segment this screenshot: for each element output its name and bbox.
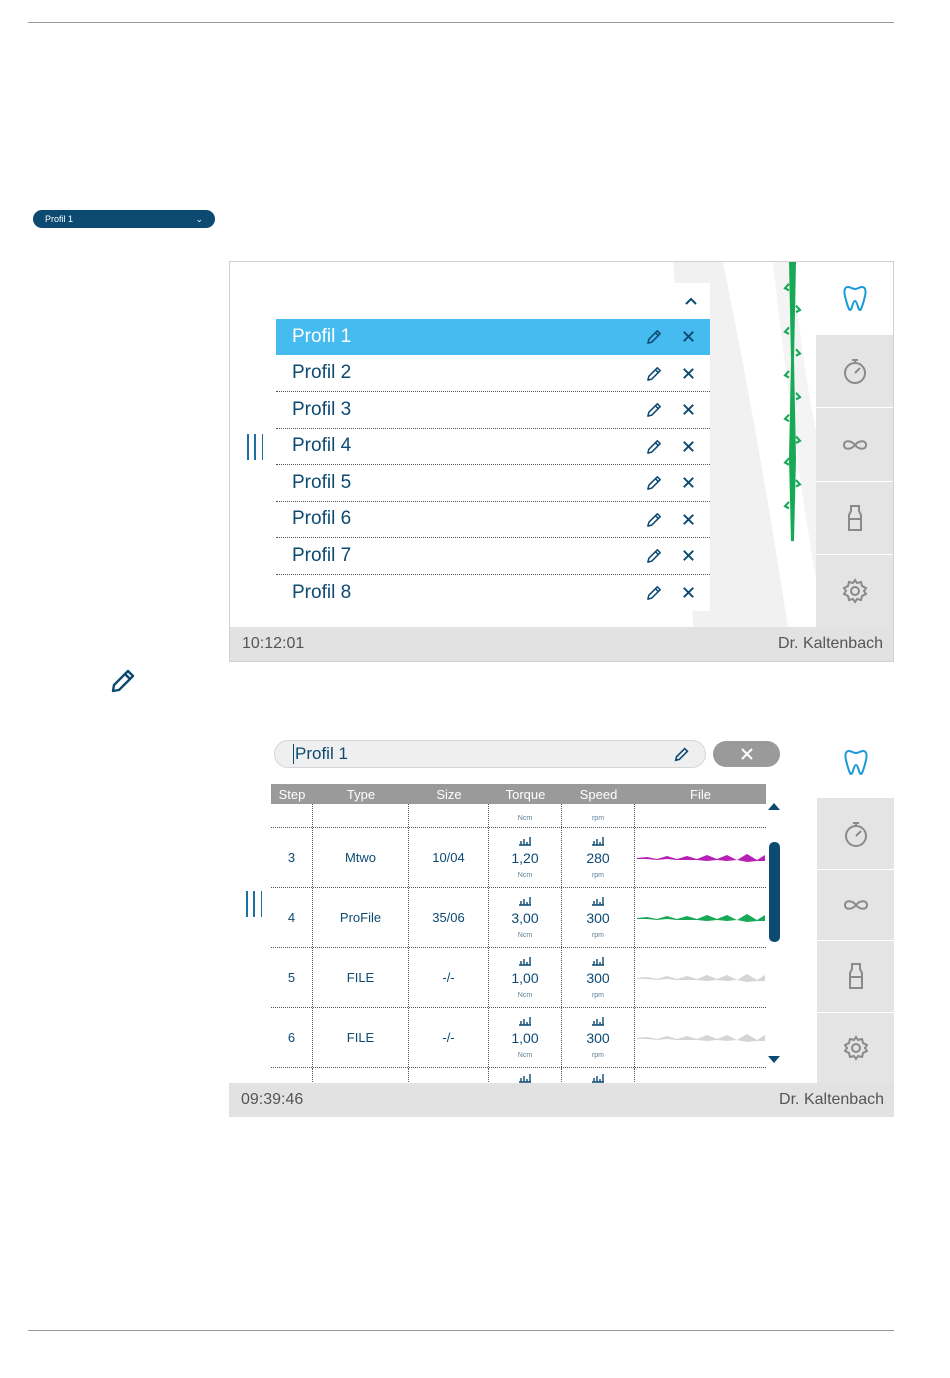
speed-value: 280 [586,850,610,866]
scroll-up-icon[interactable] [768,803,780,810]
torque-cell [489,948,562,1007]
profile-list-item[interactable] [276,575,710,612]
profile-list-item-label: Profil 8 [292,581,352,603]
sidebar-spray-button[interactable] [817,941,894,1012]
stopwatch-icon [841,819,871,849]
col-speed: Speed [579,786,618,802]
drag-handle-icon[interactable] [247,434,263,460]
sidebar-timer-button[interactable] [817,798,894,869]
close-icon [680,474,697,491]
chart-mini-icon [518,896,532,906]
sidebar-loop-button[interactable] [816,408,893,481]
profile-list-item[interactable] [276,538,710,575]
edit-button[interactable] [644,327,664,347]
delete-button[interactable] [678,583,698,603]
profile-list [276,283,710,611]
profile-edit-screen [229,727,894,1117]
profile-name-value: Profil 1 [293,744,673,764]
profile-list-item-label: Profil 2 [292,362,352,384]
chart-mini-icon [518,836,532,846]
delete-button[interactable] [678,400,698,420]
speed-unit: rpm [591,932,605,939]
speed-unit: rpm [591,872,605,879]
torque-unit: Ncm [517,815,533,822]
status-bar [230,627,893,661]
torque-unit: Ncm [517,1052,533,1059]
step-cell: 6 [271,1008,313,1067]
status-time: 10:12:01 [242,635,305,652]
drag-handle-icon[interactable] [246,891,262,917]
table-row[interactable] [271,828,766,888]
close-icon [680,328,697,345]
table-row[interactable] [271,1008,766,1068]
profile-name-input[interactable] [274,740,706,768]
file-instrument-shape [637,971,765,985]
sidebar [816,262,893,628]
scroll-down-icon[interactable] [768,1056,780,1063]
status-bar [229,1083,894,1117]
torque-unit: Ncm [517,872,533,879]
speed-value: 300 [586,910,610,926]
sidebar-spray-button[interactable] [816,482,893,555]
stopwatch-icon [840,356,870,386]
step-cell: 5 [271,948,313,1007]
profile-list-item[interactable] [276,319,710,356]
close-icon [680,584,697,601]
table-row[interactable] [271,948,766,1008]
type-cell: Mtwo [313,828,409,887]
delete-button[interactable] [678,363,698,383]
col-type: Type [346,786,376,802]
delete-button[interactable] [678,436,698,456]
speed-unit: rpm [591,815,605,822]
file-instrument-shape [637,851,765,865]
col-step: Step [278,786,306,802]
edit-button[interactable] [644,546,664,566]
type-cell: FILE [313,1008,409,1067]
speed-unit: rpm [591,1052,605,1059]
profile-list-item-label: Profil 5 [292,471,352,493]
delete-button[interactable] [678,327,698,347]
bottom-rule [28,1330,894,1331]
profile-selection-screen [229,261,894,662]
pencil-icon [108,666,138,696]
profile-dropdown-label: Profil 1 [45,214,74,224]
steps-table [271,784,766,1084]
status-time: 09:39:46 [241,1091,304,1108]
status-user: Dr. Kaltenbach [779,1091,884,1108]
tooth-icon [840,283,870,313]
delete-button[interactable] [678,473,698,493]
file-instrument-shape [637,1031,765,1045]
torque-value: 1,00 [511,1030,539,1046]
step-cell: 4 [271,888,313,947]
scrollbar[interactable] [766,803,784,1063]
pencil-icon [646,328,663,345]
sidebar-settings-button[interactable] [816,555,893,628]
chart-mini-icon [518,956,532,966]
speed-unit: rpm [591,992,605,999]
pencil-icon [646,401,663,418]
file-cell [635,1008,766,1067]
edit-button[interactable] [644,509,664,529]
torque-cell [489,888,562,947]
col-file: File [690,786,711,802]
profile-list-item[interactable] [276,356,710,393]
file-cell [635,828,766,887]
sidebar-loop-button[interactable] [817,870,894,941]
file-cell [635,888,766,947]
size-cell: -/- [409,1008,489,1067]
type-cell: ProFile [313,888,409,947]
status-user: Dr. Kaltenbach [778,635,883,652]
profile-list-item-label: Profil 3 [292,398,352,420]
pencil-icon[interactable] [673,745,691,763]
torque-value: 3,00 [511,910,539,926]
file-instrument-shape [637,911,765,925]
profile-list-item-label: Profil 4 [292,435,352,457]
loop-icon [841,890,871,920]
chart-mini-icon [518,1016,532,1026]
chart-mini-icon [591,1073,605,1083]
close-icon [680,365,697,382]
pencil-icon [646,474,663,491]
delete-button[interactable] [678,509,698,529]
profile-list-item[interactable] [276,429,710,466]
close-icon [680,547,697,564]
col-torque: Torque [505,786,546,802]
size-cell: -/- [409,948,489,1007]
torque-value: 1,20 [511,850,539,866]
table-row-partial [271,1068,766,1084]
sidebar-timer-button[interactable] [816,335,893,408]
chart-mini-icon [591,956,605,966]
edit-button[interactable] [644,583,664,603]
pencil-icon [646,547,663,564]
chart-mini-icon [591,896,605,906]
file-cell [635,948,766,1007]
speed-value: 300 [586,1030,610,1046]
list-header [276,283,710,319]
pencil-icon [646,438,663,455]
profile-list-item[interactable] [276,502,710,539]
close-icon [680,438,697,455]
pencil-icon [646,584,663,601]
cancel-button[interactable] [713,741,780,767]
type-cell: FILE [313,948,409,1007]
step-cell: 3 [271,828,313,887]
profile-list-item-label: Profil 7 [292,544,352,566]
chevron-down-icon: ⌄ [195,213,203,224]
pencil-icon [646,365,663,382]
spray-bottle-icon [841,961,871,991]
torque-unit: Ncm [517,992,533,999]
edit-button[interactable] [644,400,664,420]
sidebar [817,727,894,1084]
chart-mini-icon [591,1016,605,1026]
close-icon [740,747,754,761]
pencil-icon [646,511,663,528]
profile-list-item[interactable] [276,465,710,502]
gear-icon [840,576,870,606]
table-header [271,784,766,804]
size-cell: 35/06 [409,888,489,947]
delete-button[interactable] [678,546,698,566]
sidebar-settings-button[interactable] [817,1013,894,1084]
torque-unit: Ncm [517,932,533,939]
edit-button[interactable] [644,473,664,493]
table-row[interactable] [271,888,766,948]
chart-mini-icon [591,836,605,846]
speed-cell [562,828,635,887]
torque-value: 1,00 [511,970,539,986]
torque-cell [489,828,562,887]
speed-value: 300 [586,970,610,986]
profile-list-item[interactable] [276,392,710,429]
edit-button[interactable] [644,363,664,383]
gear-icon [841,1033,871,1063]
speed-cell [562,1008,635,1067]
scroll-thumb[interactable] [769,842,780,942]
edit-button[interactable] [644,436,664,456]
speed-cell [562,948,635,1007]
profile-list-item-label: Profil 1 [292,325,352,347]
top-rule [28,22,894,23]
spray-bottle-icon [840,503,870,533]
chevron-up-icon[interactable] [684,294,698,308]
torque-cell [489,1008,562,1067]
profile-dropdown-pill[interactable] [33,210,215,228]
speed-cell [562,888,635,947]
sidebar-tooth-button[interactable] [816,262,893,335]
col-size: Size [436,786,462,802]
table-row-partial [271,804,766,828]
tooth-icon [841,747,871,777]
chart-mini-icon [518,1073,532,1083]
loop-icon [840,430,870,460]
size-cell: 10/04 [409,828,489,887]
sidebar-tooth-button[interactable] [817,727,894,798]
close-icon [680,401,697,418]
profile-list-item-label: Profil 6 [292,508,352,530]
close-icon [680,511,697,528]
